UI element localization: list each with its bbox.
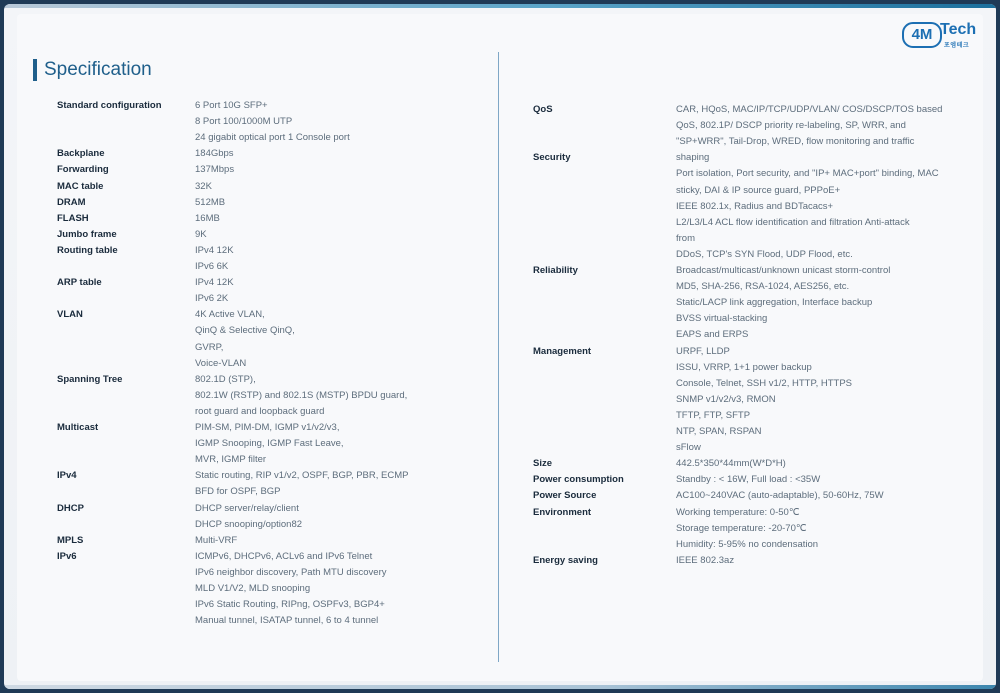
spec-value: "SP+WRR", Tail-Drop, WRED, flow monitoring and traffic (676, 136, 915, 148)
top-accent-bar (4, 4, 996, 8)
spec-label: Forwarding (57, 164, 109, 176)
spec-label: Security (533, 152, 571, 164)
spec-value: 24 gigabit optical port 1 Console port (195, 132, 350, 144)
spec-value: Static routing, RIP v1/v2, OSPF, BGP, PBR, ECMP (195, 470, 409, 482)
spec-label: Reliability (533, 265, 578, 276)
spec-label: Standard configuration (57, 100, 162, 111)
spec-value: BVSS virtual-stacking (676, 313, 768, 325)
spec-label: VLAN (57, 309, 83, 321)
spec-value: Standby : < 16W, Full load : <35W (676, 474, 821, 486)
spec-value: IEEE 802.1x, Radius and BDTacacs+ (676, 200, 834, 212)
spec-value: 512MB (195, 196, 226, 208)
spec-value: BFD for OSPF, BGP (195, 486, 281, 498)
spec-value: IPv6 6K (195, 261, 229, 272)
spec-value: Port isolation, Port security, and "IP+ MAC+port" binding, MAC (676, 168, 939, 180)
spec-value: 137Mbps (195, 164, 235, 176)
spec-value: Static/LACP link aggregation, Interface backup (676, 297, 873, 309)
spec-label: QoS (533, 104, 553, 115)
4mtech-logo (902, 20, 976, 50)
spec-value: AC100~240VAC (auto-adaptable), 50-60Hz, 75W (676, 490, 884, 502)
spec-value: 9K (195, 228, 207, 240)
spec-label: Size (533, 458, 553, 470)
spec-label: Multicast (57, 422, 99, 433)
spec-value: URPF, LLDP (676, 345, 730, 357)
spec-label: IPv4 (57, 470, 77, 482)
spec-label: Management (533, 345, 592, 357)
spec-value: IPv4 12K (195, 277, 234, 289)
spec-value: ICMPv6, DHCPv6, ACLv6 and IPv6 Telnet (195, 550, 373, 562)
spec-value: 802.1W (RSTP) and 802.1S (MSTP) BPDU guard, (195, 389, 408, 401)
spec-label: MPLS (57, 534, 84, 546)
spec-value: EAPS and ERPS (676, 329, 749, 341)
spec-value: TFTP, FTP, SFTP (676, 409, 751, 421)
spec-value: NTP, SPAN, RSPAN (676, 426, 762, 437)
spec-value: PIM-SM, PIM-DM, IGMP v1/v2/v3, (195, 422, 340, 433)
spec-value: CAR, HQoS, MAC/IP/TCP/UDP/VLAN/ COS/DSCP/TOS based (676, 104, 943, 115)
spec-label: Power Source (533, 490, 597, 502)
spec-value: DHCP snooping/option82 (195, 518, 303, 530)
spec-value: ISSU, VRRP, 1+1 power backup (676, 361, 812, 373)
spec-label: Routing table (57, 244, 118, 256)
spec-value: IPv6 2K (195, 293, 229, 305)
logo-mark: 4M (902, 22, 942, 48)
spec-value: IEEE 802.3az (676, 554, 735, 566)
spec-value: DDoS, TCP's SYN Flood, UDP Flood, etc. (676, 248, 853, 260)
spec-value: 16MB (195, 212, 220, 224)
spec-label: Environment (533, 506, 592, 518)
spec-value: 184Gbps (195, 148, 234, 160)
spec-value: Console, Telnet, SSH v1/2, HTTP, HTTPS (676, 377, 852, 389)
title-accent-bar (33, 59, 37, 81)
spec-value: MD5, SHA-256, RSA-1024, AES256, etc. (676, 281, 850, 293)
spec-label: MAC table (57, 180, 104, 192)
spec-label: Power consumption (533, 474, 624, 486)
spec-value: from (676, 232, 695, 244)
spec-label: FLASH (57, 212, 89, 224)
spec-value: MVR, IGMP filter (195, 454, 267, 466)
spec-value: IPv6 Static Routing, RIPng, OSPFv3, BGP4+ (195, 599, 385, 611)
spec-value: sFlow (676, 442, 701, 454)
page-title: Specification (44, 59, 152, 80)
column-divider (498, 52, 499, 662)
spec-value: Voice-VLAN (195, 357, 247, 369)
spec-value: QinQ & Selective QinQ, (195, 325, 295, 337)
spec-label: Spanning Tree (57, 373, 123, 385)
spec-value: Storage temperature: -20-70℃ (676, 522, 807, 534)
spec-value: L2/L3/L4 ACL flow identification and filtration Anti-attack (676, 216, 910, 228)
spec-value: 8 Port 100/1000M UTP (195, 116, 293, 128)
spec-value: SNMP v1/v2/v3, RMON (676, 393, 776, 405)
spec-label: Energy saving (533, 554, 598, 566)
spec-label: DHCP (57, 502, 84, 514)
spec-value: Broadcast/multicast/unknown unicast storm-control (676, 265, 891, 276)
spec-value: IGMP Snooping, IGMP Fast Leave, (195, 438, 344, 450)
bottom-accent-bar (4, 685, 996, 689)
spec-value: sticky, DAI & IP source guard, PPPoE+ (676, 184, 841, 196)
spec-label: DRAM (57, 196, 86, 208)
spec-value: 4K Active VLAN, (195, 309, 265, 321)
spec-value: IPv6 neighbor discovery, Path MTU discovery (195, 566, 387, 578)
spec-value: 6 Port 10G SFP+ (195, 100, 268, 111)
spec-value: 442.5*350*44mm(W*D*H) (676, 458, 786, 470)
spec-label: Jumbo frame (57, 228, 117, 240)
spec-value: Multi-VRF (195, 534, 238, 546)
spec-label: Backplane (57, 148, 105, 160)
spec-value: 802.1D (STP), (195, 373, 256, 385)
spec-value: GVRP, (195, 341, 224, 353)
logo-subtitle: 포엠테크 (944, 43, 970, 49)
spec-value: Humidity: 5-95% no condensation (676, 538, 819, 550)
spec-value: Working temperature: 0-50℃ (676, 506, 800, 518)
spec-value: MLD V1/V2, MLD snooping (195, 583, 311, 594)
spec-value: 32K (195, 180, 212, 192)
spec-label: IPv6 (57, 550, 77, 562)
spec-value: DHCP server/relay/client (195, 502, 299, 514)
spec-value: Manual tunnel, ISATAP tunnel, 6 to 4 tunnel (195, 615, 379, 627)
spec-label: ARP table (57, 277, 102, 289)
spec-value: root guard and loopback guard (195, 405, 325, 417)
spec-value: shaping (676, 152, 710, 164)
spec-value: QoS, 802.1P/ DSCP priority re-labeling, SP, WRR, and (676, 120, 906, 132)
logo-wordmark: Tech (940, 21, 977, 38)
spec-value: IPv4 12K (195, 244, 234, 256)
